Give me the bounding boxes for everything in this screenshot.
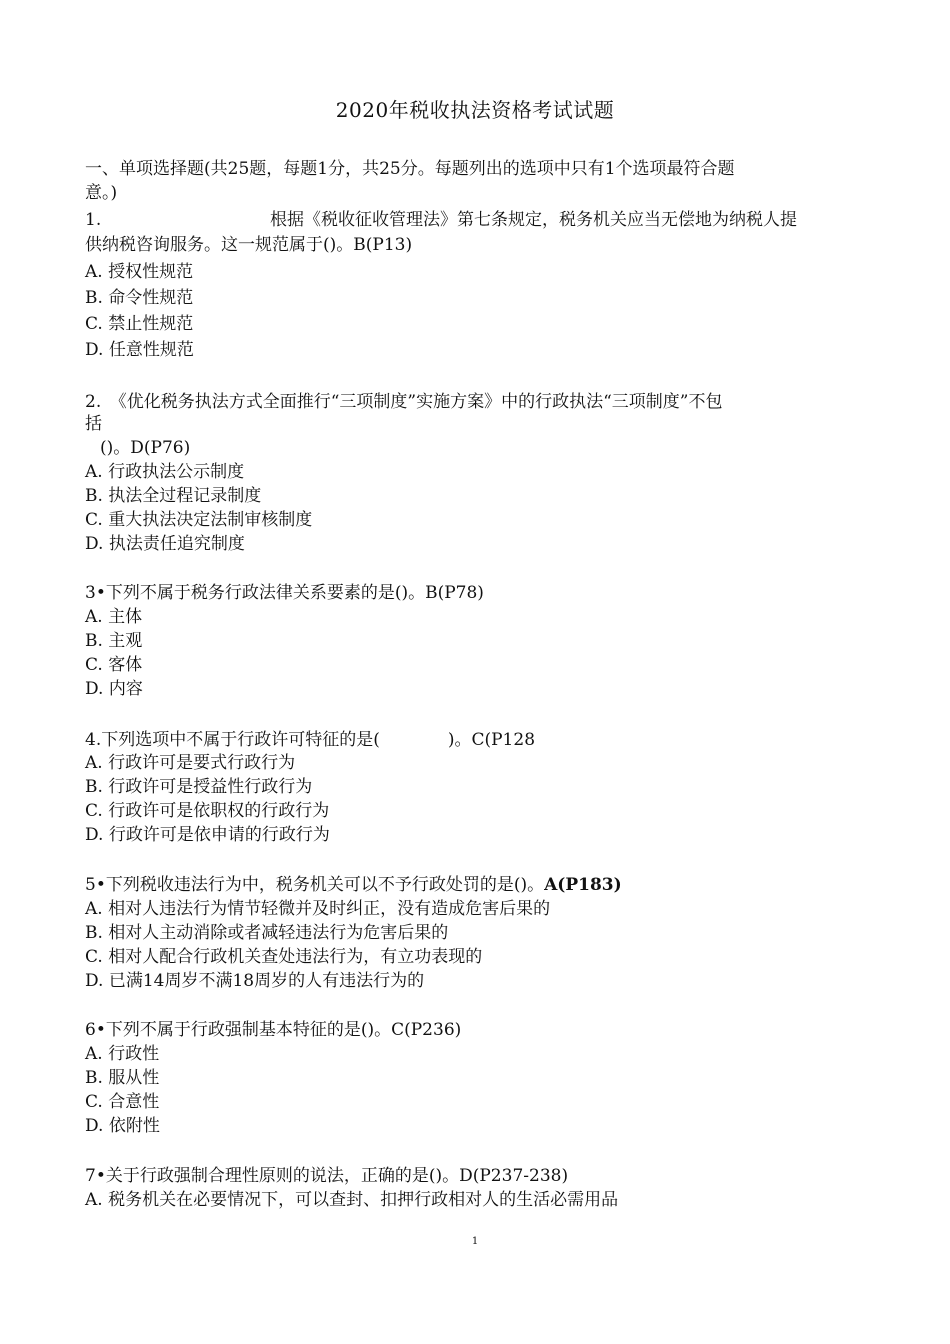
q5-option-d: D. 已满14周岁不满18周岁的人有违法行为的 — [85, 971, 425, 991]
q1-stem-line-1: 根据《税收征收管理法》第七条规定，税务机关应当无偿地为纳税人提 — [270, 210, 797, 230]
q3-option-b: B. 主观 — [85, 631, 143, 651]
q5-answer: A(P183) — [544, 875, 622, 895]
q5-stem-text: 5•下列税收违法行为中，税务机关可以不予行政处罚的是()。 — [85, 875, 545, 895]
section-heading-line-2: 意。) — [85, 183, 118, 203]
q6-option-c: C. 合意性 — [85, 1092, 160, 1112]
q1-option-a: A. 授权性规范 — [85, 262, 194, 282]
page-number: 1 — [471, 1236, 479, 1247]
q6-option-a: A. 行政性 — [85, 1044, 160, 1064]
q1-number: 1. — [85, 210, 102, 230]
q6-stem: 6•下列不属于行政强制基本特征的是()。C(P236) — [85, 1020, 462, 1040]
q6-option-d: D. 依附性 — [85, 1116, 160, 1136]
q4-option-a: A. 行政许可是要式行政行为 — [85, 753, 296, 773]
q4-option-d: D. 行政许可是依申请的行政行为 — [85, 825, 330, 845]
q4-option-b: B. 行政许可是授益性行政行为 — [85, 777, 313, 797]
q2-stem-line-3: ()。D(P76) — [100, 438, 191, 458]
page-title: 2020年税收执法资格考试试题 — [335, 98, 615, 122]
q3-option-c: C. 客体 — [85, 655, 143, 675]
q1-option-d: D. 任意性规范 — [85, 340, 194, 360]
q2-option-d: D. 执法责任追究制度 — [85, 534, 245, 554]
q1-option-c: C. 禁止性规范 — [85, 314, 194, 334]
q4-stem: 4.下列选项中不属于行政许可特征的是( )。C(P128 — [85, 730, 536, 750]
q1-stem-line-2: 供纳税咨询服务。这一规范属于()。B(P13) — [85, 235, 413, 255]
q5-option-c: C. 相对人配合行政机关查处违法行为，有立功表现的 — [85, 947, 483, 967]
q6-option-b: B. 服从性 — [85, 1068, 160, 1088]
q2-stem-line-1: 2. 《优化税务执法方式全面推行“三项制度”实施方案》中的行政执法“三项制度”不包 — [85, 392, 723, 412]
q5-option-a: A. 相对人违法行为情节轻微并及时纠正，没有造成危害后果的 — [85, 899, 551, 919]
q7-option-a: A. 税务机关在必要情况下，可以查封、扣押行政相对人的生活必需用品 — [85, 1190, 619, 1210]
q5-option-b: B. 相对人主动消除或者减轻违法行为危害后果的 — [85, 923, 449, 943]
q2-option-b: B. 执法全过程记录制度 — [85, 486, 262, 506]
q3-stem: 3•下列不属于税务行政法律关系要素的是()。B(P78) — [85, 583, 484, 603]
section-heading-line-1: 一、单项选择题(共25题，每题1分，共25分。每题列出的选项中只有1个选项最符合题 — [85, 159, 735, 179]
q3-option-d: D. 内容 — [85, 679, 143, 699]
q7-stem: 7•关于行政强制合理性原则的说法，正确的是()。D(P237-238) — [85, 1166, 569, 1186]
q1-option-b: B. 命令性规范 — [85, 288, 194, 308]
q2-option-c: C. 重大执法决定法制审核制度 — [85, 510, 313, 530]
q3-option-a: A. 主体 — [85, 607, 143, 627]
q5-stem — [85, 874, 622, 896]
q4-option-c: C. 行政许可是依职权的行政行为 — [85, 801, 330, 821]
q2-option-a: A. 行政执法公示制度 — [85, 462, 245, 482]
q2-stem-line-2: 括 — [85, 414, 102, 434]
